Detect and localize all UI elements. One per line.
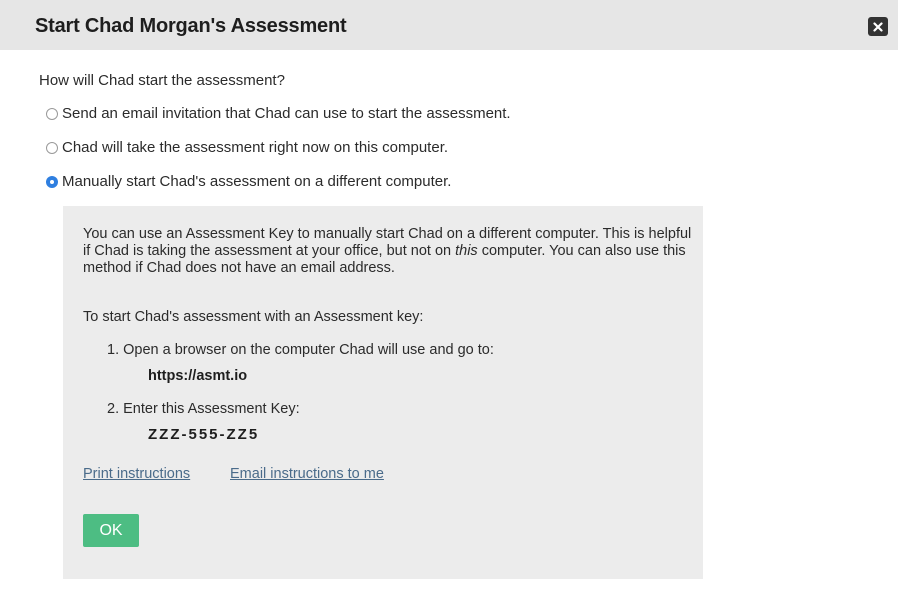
assessment-key-panel	[63, 206, 703, 579]
description-emphasis: this	[455, 243, 478, 259]
dialog-title: Start Chad Morgan's Assessment	[35, 15, 347, 37]
radio-this-computer[interactable]	[46, 142, 58, 154]
assessment-key: ZZZ-555-ZZ5	[148, 426, 260, 443]
radio-different-computer[interactable]	[46, 176, 58, 188]
close-button[interactable]	[868, 17, 888, 36]
step-1: 1. Open a browser on the computer Chad will use and go to:	[107, 342, 494, 358]
panel-description	[83, 226, 693, 277]
step-2: 2. Enter this Assessment Key:	[107, 401, 300, 417]
option-different-computer[interactable]	[46, 171, 451, 191]
option-label: Chad will take the assessment right now on this computer.	[62, 138, 449, 156]
start-method-question: How will Chad start the assessment?	[39, 72, 285, 89]
email-instructions-link[interactable]: Email instructions to me	[230, 466, 384, 482]
assessment-url: https://asmt.io	[148, 368, 248, 384]
close-icon	[873, 22, 883, 32]
description-text: You can use an Assessment Key to manually start Chad on a different computer. This is helpful if Chad is taking the assessment at your office, but not on	[83, 226, 692, 259]
radio-email-invitation[interactable]	[46, 108, 58, 120]
ok-button[interactable]: OK	[83, 514, 139, 547]
option-label: Manually start Chad's assessment on a different computer.	[62, 172, 452, 190]
start-instructions-label: To start Chad's assessment with an Assessment key:	[83, 309, 424, 325]
option-this-computer[interactable]	[46, 137, 448, 157]
option-email-invitation[interactable]	[46, 103, 511, 123]
print-instructions-link[interactable]: Print instructions	[83, 466, 191, 482]
dialog-header	[0, 0, 898, 50]
option-label: Send an email invitation that Chad can use to start the assessment.	[62, 104, 511, 122]
description-text: computer. You can also use this method if Chad does not have an email address.	[83, 243, 686, 276]
